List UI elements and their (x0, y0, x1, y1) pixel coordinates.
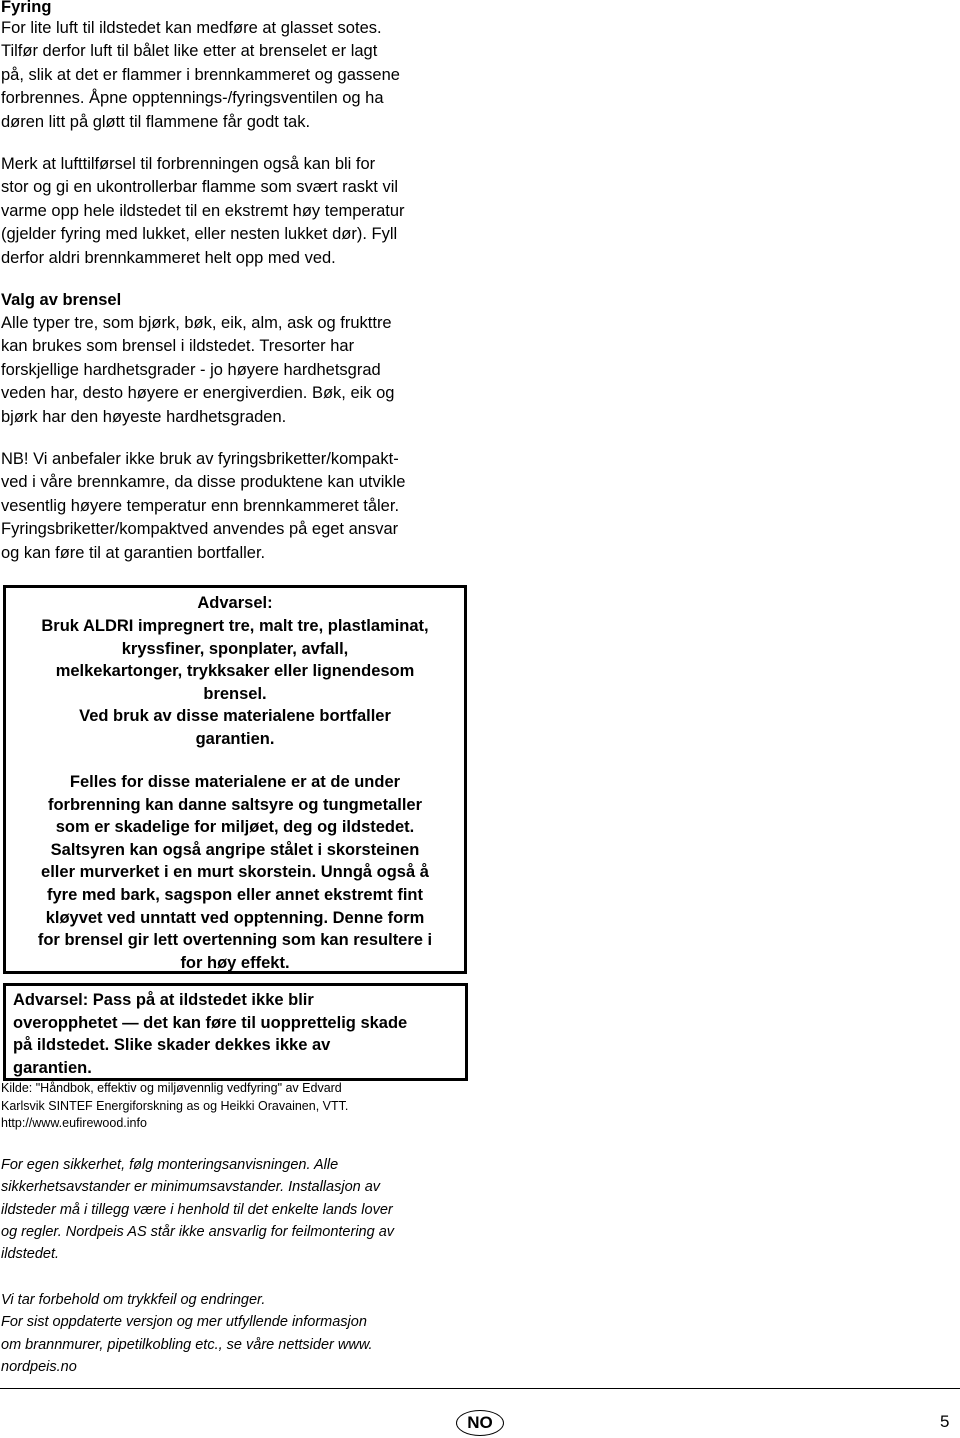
reservation-note: Vi tar forbehold om trykkfeil og endringer. For sist oppdaterte versjon og mer utfyllende informasjon om brannmurer, pipetilkobling etc., se våre nettsider www. nordpeis.no (1, 1292, 373, 1375)
warning-text-consequences: Felles for disse materialene er at de under forbrenning kan danne saltsyre og tungmetaller som er skadelige for miljøet, deg og ildstedet. Saltsyren kan også angripe stålet i skorsteinen eller murverket i en murt skorstein. Unngå også å fyre med bark, sagspon eller annet ekstremt fint kløyvet ved unntatt ved opptenning. Denne form for brensel gir lett overtenning som kan resultere i for høy effekt. (37, 773, 433, 972)
source-citation: Kilde: "Håndbok, effektiv og miljøvennlig vedfyring" av Edvard Karlsvik SINTEF Energiforskning as og Heikki Oravainen, VTT. http://www.eufirewood.info (1, 1081, 349, 1131)
fyring-paragraph-1: For lite luft til ildstedet kan medføre at glasset sotes. Tilfør derfor luft til bålet like etter at brenselet er lagt på, slik at det er flammer i brennkammeret og gassene forbrennes. Åpne opptennings-/fyringsventilen og ha døren litt på gløtt til flammene får godt tak. (1, 19, 400, 131)
overheat-warning-box (3, 983, 468, 1081)
safety-note: For egen sikkerhet, følg monteringsanvisningen. Alle sikkerhetsavstander er minimumsavstander. Installasjon av ildsteder må i tillegg være i henhold til det enkelte lands lover og regler. Nordpeis AS står ikke ansvarlig for feilmontering av ildstedet. (1, 1157, 395, 1263)
warning-box (3, 585, 467, 974)
nb-paragraph: NB! Vi anbefaler ikke bruk av fyringsbriketter/kompakt- ved i våre brennkamre, da disse produktene kan utvikle vesentlig høyere temperatur enn brennkammeret tåler. Fyringsbriketter/kompaktved anvendes på eget ansvar og kan føre til at garantien bortfaller. (1, 450, 406, 562)
valg-paragraph-1: Alle typer tre, som bjørk, bøk, eik, alm, ask og frukttre kan brukes som brensel i ildstedet. Tresorter har forskjellige hardhetsgrader - jo høyere hardhetsgrad veden har, desto høyere er energiverdien. Bøk, eik og bjørk har den høyeste hardhetsgraden. (1, 314, 395, 426)
footer-divider (0, 1388, 960, 1389)
section-heading-valg-av-brensel: Valg av brensel (1, 291, 122, 309)
language-badge: NO (456, 1410, 504, 1436)
section-heading-fyring: Fyring (1, 0, 52, 16)
page-number: 5 (940, 1412, 950, 1431)
overheat-warning-text: Advarsel: Pass på at ildstedet ikke blir overopphetet — det kan føre til uopprettelig skade på ildstedet. Slike skader dekkes ikke av garantien. (13, 991, 408, 1077)
fyring-paragraph-2: Merk at lufttilførsel til forbrenningen også kan bli for stor og gi en ukontrollerbar flamme som svært raskt vil varme opp hele ildstedet til en ekstremt høy temperatur (gjelder fyring med lukket, eller nesten lukket dør). Fyll derfor aldri brennkammeret helt opp med ved. (1, 155, 405, 267)
warning-text-materials: Bruk ALDRI impregnert tre, malt tre, plastlaminat, kryssfiner, sponplater, avfall, melkekartonger, trykksaker eller lignendesom brensel. Ved bruk av disse materialene bortfaller garantien. (41, 617, 429, 748)
warning-title: Advarsel: (197, 594, 273, 612)
